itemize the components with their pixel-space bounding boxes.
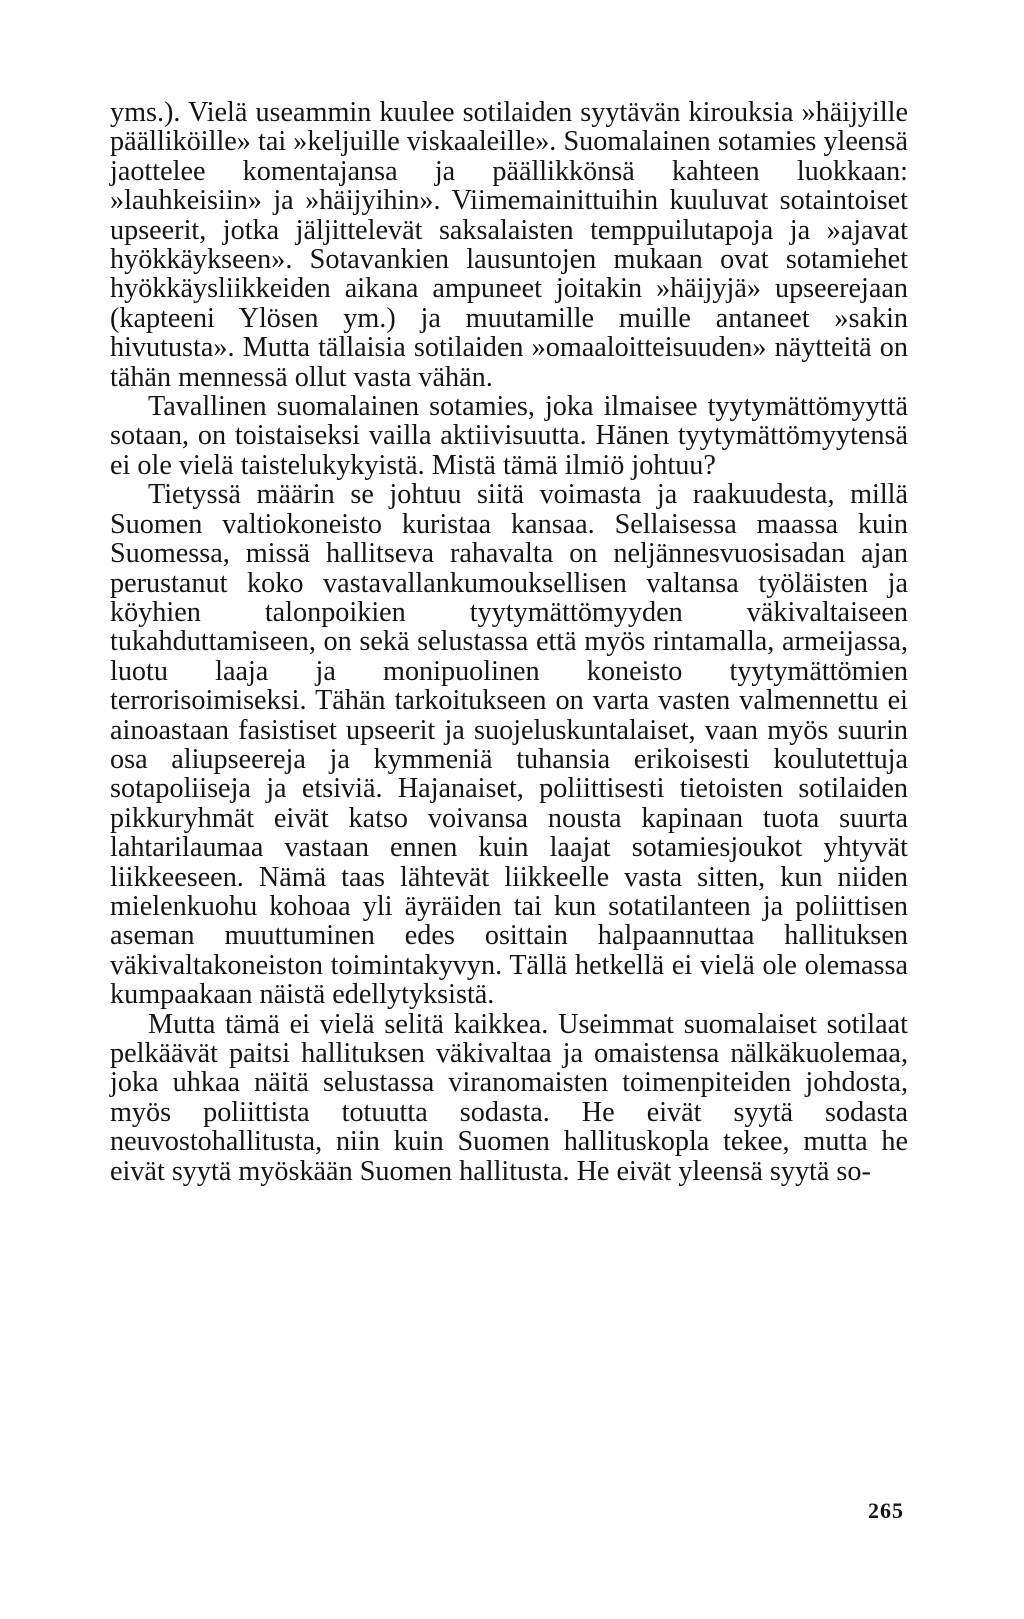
book-page: [110, 98, 908, 1598]
paragraph-2: Tavallinen suomalainen sotamies, joka ilmaisee tyytymättömyyttä sotaan, on toistaiseksi vailla aktiivisuutta. Hänen tyytymättömyytensä ei ole vielä taistelukykyistä. Mistä tämä ilmiö johtuu?: [110, 391, 908, 481]
page-number: 265: [868, 1498, 904, 1523]
paragraph-1: yms.). Vielä useammin kuulee sotilaiden syytävän kirouksia »häijyille päälliköille» tai »keljuille viskaaleille». Suomalainen sotamies yleensä jaottelee komentajansa ja päällikkönsä kahteen luokkaan: »lauhkeisiin» ja »häijyihin». Viimemainittuihin kuuluvat sotaintoiset upseerit, jotka jäljittelevät saksalaisten temppuilutapoja ja »ajavat hyökkäykseen». Sotavankien lausuntojen mukaan ovat sotamiehet hyökkäysliikkeiden aikana ampuneet joitakin »häijyjä» upseerejaan (kapteeni Ylösen ym.) ja muutamille muille antaneet »sakin hivutusta». Mutta tällaisia sotilaiden »omaaloitteisuuden» näytteitä on tähän mennessä ollut vasta vähän.: [110, 97, 908, 393]
paragraph-3: Tietyssä määrin se johtuu siitä voimasta ja raakuudesta, millä Suomen valtiokoneisto kuristaa kansaa. Sellaisessa maassa kuin Suomessa, missä hallitseva rahavalta on neljännesvuosisadan ajan perustanut koko vastavallankumouksellisen valtansa työläisten ja köyhien talonpoikien tyytymättömyyden väkivaltaiseen tukahduttamiseen, on sekä selustassa että myös rintamalla, armeijassa, luotu laaja ja monipuolinen koneisto tyytymättömien terrorisoimiseksi. Tähän tarkoitukseen on varta vasten valmennettu ei ainoastaan fasistiset upseerit ja suojeluskuntalaiset, vaan myös suurin osa aliupseereja ja kymmeniä tuhansia erikoisesti koulutettuja sotapoliiseja ja etsiviä. Hajanaiset, poliittisesti tietoisten sotilaiden pikkuryhmät eivät katso voivansa nousta kapinaan tuota suurta lahtarilaumaa vastaan ennen kuin laajat sotamiesjoukot yhtyvät liikkeeseen. Nämä taas lähtevät liikkeelle vasta sitten, kun niiden mielenkuohu kohoaa yli äyräiden tai kun sotatilanteen ja poliittisen aseman muuttuminen edes osittain halpaannuttaa hallituksen väkivaltakoneiston toimintakyvyn. Tällä hetkellä ei vielä ole olemassa kumpaakaan näistä edellytyksistä.: [110, 479, 908, 1011]
page-body-text: [110, 98, 908, 1186]
paragraph-4: Mutta tämä ei vielä selitä kaikkea. Useimmat suomalaiset sotilaat pelkäävät paitsi hallituksen väkivaltaa ja omaistensa nälkäkuolemaa, joka uhkaa näitä selustassa viranomaisten toimenpiteiden johdosta, myös poliittista totuutta sodasta. He eivät syytä sodasta neuvostohallitusta, niin kuin Suomen hallituskopla tekee, mutta he eivät syytä myöskään Suomen hallitusta. He eivät yleensä syytä so-: [110, 1008, 908, 1187]
